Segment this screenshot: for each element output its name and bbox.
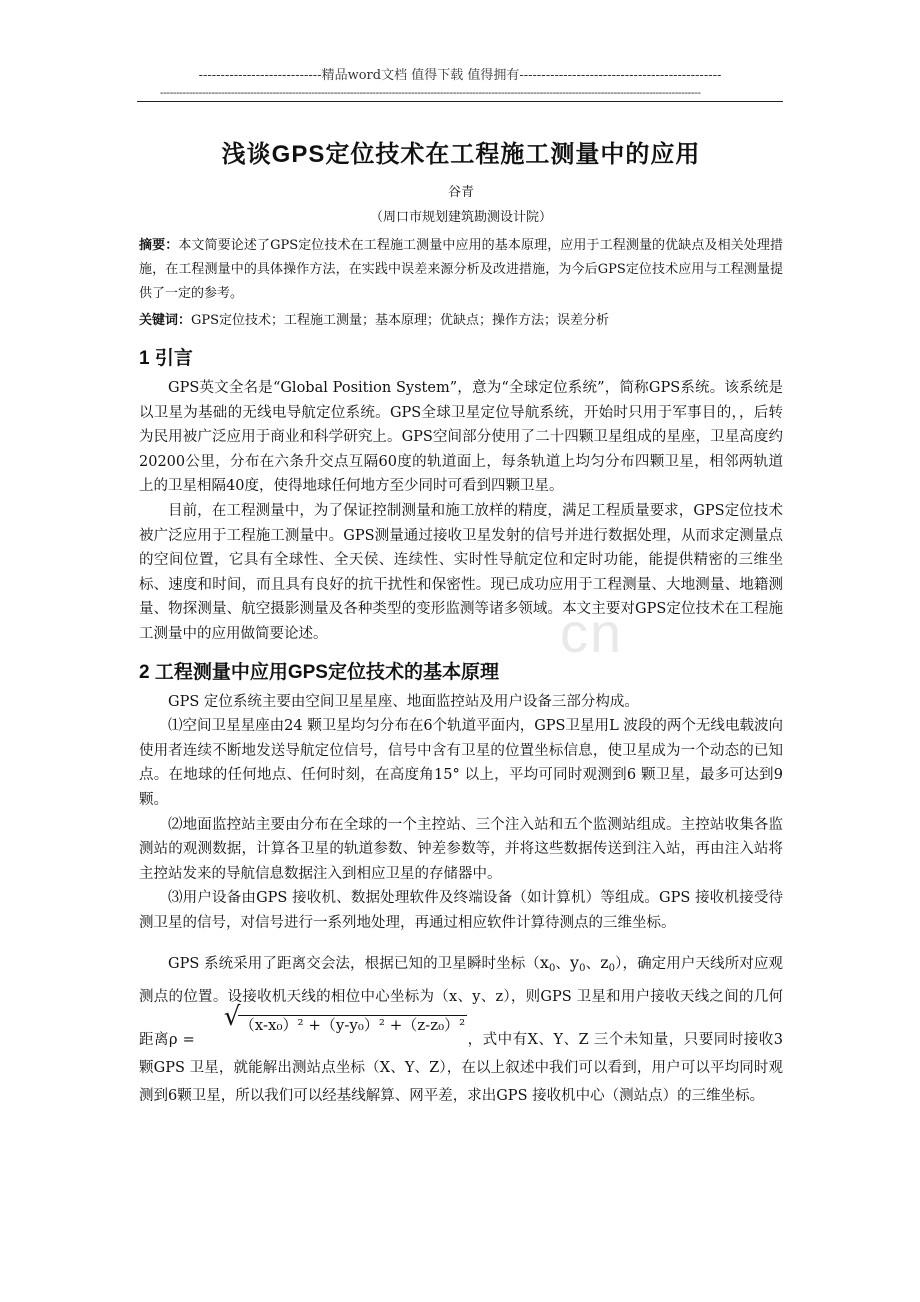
list-item: ⑵地面监控站主要由分布在全球的一个主控站、三个注入站和五个监测站组成。主控站收集各监测站的观测数据，计算各卫星的轨道参数、钟差参数等，并将这些数据传送到注入站，再由注入站将主控站发来的导航信息数据注入到相应卫星的存储器中。 (139, 816, 783, 882)
y0-symbol: $y_0$ (570, 953, 586, 975)
watermark: cn (560, 601, 624, 664)
abstract (139, 233, 783, 306)
header-rule (137, 101, 783, 102)
formula-paragraph: GPS 系统采用了距离交会法，根据已知的卫星瞬时坐标（$x_0$、$y_0$、$z_0$），确定用户天线所对应观测点的位置。设接收机天线的相位中心坐标为（x、y、z），则GPS 卫星和用户接收天线之间的几何距离ρ = √ （x-x₀）² +（y-y₀）² +（z-z₀）²，式中有X、Y、Z 三个未知量，只要同时接收3 颗GPS 卫星，就能解出测站点坐标（X、Y、Z），在以上叙述中我们可以看到，用户可以平均同时观测到6颗卫星，所以我们可以经基线解算、网平差，求出GPS 接收机中心（测站点）的三维坐标。 (139, 953, 784, 1105)
x0-symbol: $x_0$ (539, 953, 556, 975)
paragraph: GPS 定位系统主要由空间卫星星座、地面监控站及用户设备三部分构成。 (168, 693, 639, 710)
header-banner: ----------------------------精品word文档 值得下载 值得拥有---------------------------------------------- (198, 68, 722, 83)
paragraph: GPS英文全名是“Global Position System”，意为“全球定位系统”，简称GPS系统。该系统是以卫星为基础的无线电导航定位系统。GPS全球卫星定位导航系统，开始时只用于军事目的，，后转为民用被广泛应用于商业和科学研究上。GPS空间部分使用了二十四颗卫星组成的星座，卫星高度约20200公里，分布在六条升交点互隔60度的轨道面上，每条轨道上均匀分布四颗卫星，相邻两轨道上的卫星相隔40度，使得地球任何地方至少同时可看到四颗卫星。 (139, 380, 783, 495)
author: 谷青 (447, 185, 474, 200)
paragraph: 目前，在工程测量中，为了保证控制测量和施工放样的精度，满足工程质量要求，GPS定位技术被广泛应用于工程施工测量中。GPS测量通过接收卫星发射的信号并进行数据处理，从而求定测量点的空间位置，它具有全球性、全天侯、连续性、实时性导航定位和定时功能，能提供精密的三维坐标、速度和时间，而且具有良好的抗干扰性和保密性。现已成功应用于工程测量、大地测量、地籍测量、物探测量、航空摄影测量及各种类型的变形监测等诸多领域。本文主要对GPS定位技术在工程施工测量中的应用做简要论述。 (139, 502, 783, 642)
keywords-text: GPS定位技术；工程施工测量；基本原理；优缺点；操作方法；误差分析 (191, 313, 610, 328)
distance-formula: √ （x-x₀）² +（y-y₀）² +（z-z₀）² (223, 1002, 466, 1035)
paper-title: 浅谈GPS定位技术在工程施工测量中的应用 (221, 141, 701, 168)
section-heading-2: 2 工程测量中应用GPS定位技术的基本原理 (139, 661, 499, 683)
keywords (139, 308, 783, 333)
list-item: ⑴空间卫星星座由24 颗卫星均匀分布在6个轨道平面内，GPS卫星用L 波段的两个无线电载波向使用者连续不断地发送导航定位信号，信号中含有卫星的位置坐标信息，使卫星成为一个动态的已知点。在地球的任何地点、任何时刻，在高度角15° 以上，平均可同时观测到6 颗卫星，最多可达到9 颗。 (139, 718, 783, 808)
abstract-label: 摘要： (139, 237, 179, 252)
keywords-label: 关键词： (139, 312, 192, 327)
z0-symbol: $z_0$ (600, 953, 615, 975)
header-dash-line: ------------------------------------------------------------------------------------------------------------------------------------------------------------------------ (160, 86, 701, 99)
list-item: ⑶用户设备由GPS 接收机、数据处理软件及终端设备（如计算机）等组成。GPS 接收机接受待测卫星的信号，对信号进行一系列地处理，再通过相应软件计算待测点的三维坐标。 (139, 890, 783, 931)
abstract-text: 本文简要论述了GPS定位技术在工程施工测量中应用的基本原理，应用于工程测量的优缺点及相关处理措施，在工程测量中的具体操作方法，在实践中误差来源分析及改进措施，为今后GPS定位技术应用与工程测量提供了一定的参考。 (139, 238, 783, 301)
document-body (139, 128, 783, 1110)
affiliation: （周口市规划建筑勘测设计院） (369, 210, 552, 225)
section-heading-1: 1 引言 (139, 348, 193, 369)
